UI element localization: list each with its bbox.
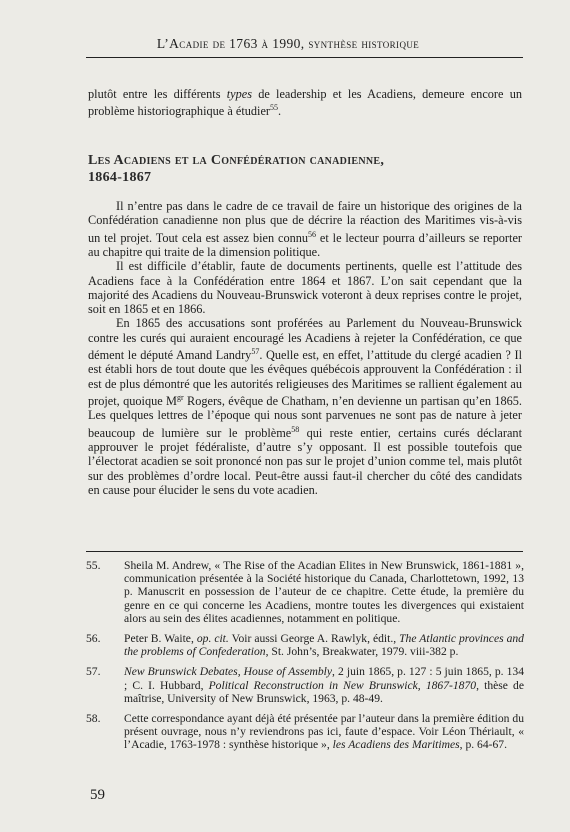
lead-text-1: plutôt entre les différents <box>88 87 227 101</box>
footnotes-rule <box>86 551 523 552</box>
footnote-ref-56[interactable]: 56 <box>308 229 317 239</box>
footnote-57-italic-a: New Brunswick Debates, House of Assembly <box>124 665 333 679</box>
lead-paragraph <box>88 87 522 119</box>
footnote-57-text-a: , 2 juin 1865, p. 127 : 5 juin 1865, p. 134 ; C. I. Hubbard, <box>124 665 524 692</box>
header-rule <box>86 57 523 58</box>
monseigneur-abbrev: gr <box>177 393 184 403</box>
lead-italic: types <box>226 87 252 101</box>
footnote-58-text-b: , p. 64-67. <box>459 738 507 752</box>
section-title-line-2: 1864-1867 <box>88 170 152 185</box>
footnote-text <box>124 712 524 752</box>
footnote-ref-55[interactable]: 55 <box>270 103 279 113</box>
footnote-57-text-b: , thèse de maîtrise, University of New Brunswick, 1963, p. 48-49. <box>124 678 524 705</box>
footnote-ref-58[interactable]: 58 <box>291 424 300 434</box>
paragraph-1 <box>88 199 522 259</box>
footnote-56-italic-a: op. cit. <box>196 632 229 646</box>
footnote-56 <box>86 632 524 658</box>
footnote-58-text-a: Cette correspondance ayant déjà été présentée par l’auteur dans la première édition du présent ouvrage, nous n’y reviendrons pas ici, faute d’espace. Voir Léon Thériault, « l’Acadie, 1763-1978 : synthèse historique », <box>124 712 524 752</box>
paragraph-1-text-b: et le lecteur pourra d’ailleurs se reporter au chapitre qui traite de la dimension politique. <box>88 230 522 259</box>
paragraph-3-text-b: . Quelle est, en effet, l’attitude du clergé acadien ? Il est établi hors de tout doute que les évêques québécois approuvent la Confédération : il est de plus démontré que les autorités religieuses des Maritimes se rallient également au projet, quoique M <box>88 348 522 409</box>
lead-text-2: de leadership et les Acadiens, demeure encore un problème historiographique à étudier <box>88 87 522 119</box>
footnote-ref-57[interactable]: 57 <box>251 347 260 357</box>
footnote-58-italic: les Acadiens des Maritimes <box>332 738 460 752</box>
footnote-number: 57. <box>86 665 101 679</box>
footnote-55 <box>86 559 524 625</box>
section-title-line-1: Les Acadiens et la Confédération canadienne, <box>88 153 385 168</box>
footnotes <box>86 559 524 759</box>
footnote-text <box>124 559 524 625</box>
paragraph-3-text-a: En 1865 des accusations sont proférées au Parlement du Nouveau-Brunswick contre les curés qui auraient encouragé les Acadiens à rejeter la Confédération, ce que dément le député Amand Landry <box>88 316 522 363</box>
page-number: 59 <box>90 787 105 803</box>
main-text <box>88 199 522 497</box>
footnote-57 <box>86 665 524 705</box>
footnote-number: 58. <box>86 712 101 726</box>
footnote-55-text: Sheila M. Andrew, « The Rise of the Acadian Elites in New Brunswick, 1861-1881 », communication présentée à la Société historique du Canada, Charlottetown, 1992, 13 p. Manuscrit en possession de l’auteur de ce chapitre. Cette étude, la première du genre en ce qui concerne les Acadiens, montre toutes les divergences qui existaient alors au sein des élites acadiennes, notamment en politique. <box>124 559 524 625</box>
footnote-57-italic-b: Political Reconstruction in New Brunswick, 1867-1870 <box>208 678 477 692</box>
footnote-text <box>124 665 524 705</box>
footnote-56-text-c: , St. John’s, Breakwater, 1979. viii-382 p. <box>265 645 459 659</box>
footnote-56-text-b: Voir aussi George A. Rawlyk, édit., <box>228 632 400 646</box>
running-head: L’Acadie de 1763 à 1990, synthèse historique <box>156 36 420 51</box>
section-title <box>88 152 508 186</box>
lead-text-end: . <box>278 104 282 119</box>
footnote-58 <box>86 712 524 752</box>
footnote-text <box>124 632 524 658</box>
footnote-56-text-a: Peter B. Waite, <box>124 632 197 646</box>
paragraph-2: Il est difficile d’établir, faute de documents pertinents, quelle est l’attitude des Acadiens face à la Confédération entre 1864 et 1867. L’on sait cependant que la majorité des Acadiens du Nouveau-Brunswick voteront à deux reprises contre le projet, soit en 1865 et en 1866. <box>88 259 522 317</box>
paragraph-3-text-d: qui reste entier, certains curés déclarant approuver le projet fédéraliste, d’autre s’y opposant. Il est possible toutefois que l’électorat acadien se soit prononcé non pas sur le projet d’union comme tel, mais plutôt sur des problèmes d’ordre local. Peut-être aussi faut-il chercher du côté des candidats en cause pour élucider le sens du vote acadien. <box>88 425 522 498</box>
footnote-number: 55. <box>86 559 101 572</box>
paragraph-3 <box>88 316 522 497</box>
footnote-56-italic-b: The Atlantic provinces and the problems of Confederation <box>124 632 524 659</box>
paragraph-1-text-a: Il n’entre pas dans le cadre de ce travail de faire un historique des origines de la Confédération canadienne non plus que de décrire la réaction des Maritimes vis-à-vis un tel projet. Tout cela est assez bien connu <box>88 199 522 245</box>
footnote-number: 56. <box>86 632 101 646</box>
paragraph-3-text-c: Rogers, évêque de Chatham, n’en devienne un partisan qu’en 1865. Les quelques lettres de l’époque qui nous sont parvenues ne sont pas de nature à jeter beaucoup de lumière sur le problème <box>88 394 522 440</box>
